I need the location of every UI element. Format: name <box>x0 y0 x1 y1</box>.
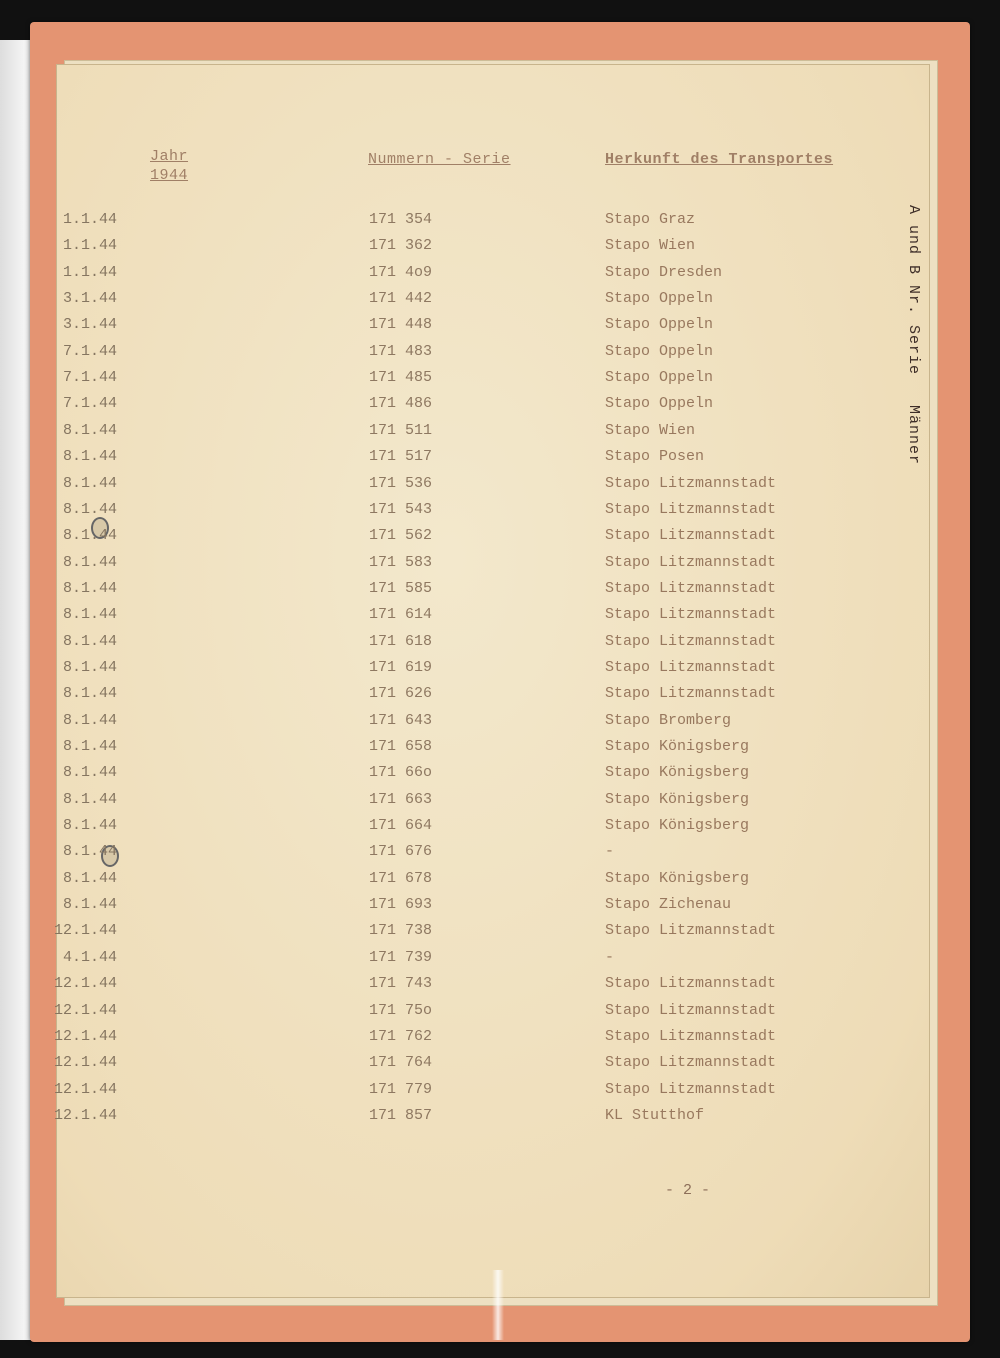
row-number: 171 743 <box>369 975 433 993</box>
table-row <box>0 369 900 395</box>
row-date: 12.1.44 <box>53 922 117 940</box>
row-origin: Stapo Zichenau <box>605 896 732 914</box>
row-origin: Stapo Graz <box>605 211 696 228</box>
row-origin: Stapo Bromberg <box>605 711 732 729</box>
row-date: 12.1.44 <box>53 1054 117 1072</box>
table-row <box>0 316 900 342</box>
table-row <box>0 264 900 290</box>
row-number: 171 678 <box>369 869 433 887</box>
row-date: 7.1.44 <box>62 395 117 413</box>
row-origin: Stapo Königsberg <box>605 790 750 808</box>
paper-crease <box>492 1270 504 1340</box>
row-date: 8.1.44 <box>62 843 117 861</box>
table-row <box>0 949 900 975</box>
table-row <box>0 1054 900 1080</box>
table-row <box>0 896 900 922</box>
table-row <box>0 685 900 711</box>
row-date: 8.1.44 <box>62 500 117 518</box>
row-origin: Stapo Litzmannstadt <box>605 1080 777 1098</box>
table-row <box>0 843 900 869</box>
table-row <box>0 870 900 896</box>
row-origin: Stapo Litzmannstadt <box>605 1027 777 1045</box>
row-origin: Stapo Litzmannstadt <box>605 1001 777 1019</box>
row-origin: Stapo Dresden <box>605 263 723 281</box>
row-origin: Stapo Litzmannstadt <box>605 527 777 545</box>
row-date: 12.1.44 <box>53 1106 117 1124</box>
row-date: 8.1.44 <box>62 738 117 755</box>
row-date: 8.1.44 <box>62 685 117 703</box>
row-number: 171 585 <box>369 579 433 597</box>
row-number: 171 663 <box>369 790 433 808</box>
row-number: 171 738 <box>369 922 433 940</box>
row-origin: Stapo Königsberg <box>605 869 750 887</box>
row-number: 171 442 <box>369 290 433 308</box>
row-number: 171 66o <box>369 764 433 782</box>
row-number: 171 448 <box>369 316 433 334</box>
row-origin: Stapo Litzmannstadt <box>605 632 777 650</box>
table-row <box>0 580 900 606</box>
table-row <box>0 975 900 1001</box>
row-date: 8.1.44 <box>62 421 117 439</box>
row-date: 12.1.44 <box>53 1080 117 1098</box>
row-number: 171 354 <box>369 211 433 228</box>
row-origin: Stapo Königsberg <box>605 738 750 755</box>
row-number: 171 664 <box>369 817 433 835</box>
row-date: 1.1.44 <box>62 263 117 281</box>
row-number: 171 483 <box>369 342 433 360</box>
row-origin: - <box>605 948 615 966</box>
row-origin: KL Stutthof <box>605 1106 705 1124</box>
row-date: 8.1.44 <box>62 632 117 650</box>
row-number: 171 693 <box>369 896 433 914</box>
row-origin: Stapo Litzmannstadt <box>605 606 777 624</box>
table-row <box>0 475 900 501</box>
row-date: 3.1.44 <box>62 290 117 308</box>
row-number: 171 543 <box>369 500 433 518</box>
row-number: 171 362 <box>369 237 433 255</box>
table-row <box>0 290 900 316</box>
row-number: 171 562 <box>369 527 433 545</box>
row-number: 171 619 <box>369 658 433 676</box>
row-date: 1.1.44 <box>62 237 117 255</box>
row-origin: Stapo Posen <box>605 448 705 466</box>
row-origin: Stapo Litzmannstadt <box>605 553 777 571</box>
table-row <box>0 606 900 632</box>
row-number: 171 764 <box>369 1054 433 1072</box>
row-number: 171 536 <box>369 474 433 492</box>
row-date: 8.1.44 <box>62 764 117 782</box>
row-origin: Stapo Oppeln <box>605 290 714 308</box>
row-date: 8.1.44 <box>62 606 117 624</box>
table-row <box>0 395 900 421</box>
table-row <box>0 817 900 843</box>
table-row <box>0 343 900 369</box>
row-number: 171 486 <box>369 395 433 413</box>
row-number: 171 583 <box>369 553 433 571</box>
row-date: 12.1.44 <box>53 975 117 993</box>
page-number: - 2 - <box>665 1182 711 1199</box>
row-origin: Stapo Litzmannstadt <box>605 500 777 518</box>
row-origin: Stapo Litzmannstadt <box>605 975 777 993</box>
row-origin: - <box>605 843 615 861</box>
row-number: 171 857 <box>369 1106 433 1124</box>
row-date: 8.1.44 <box>62 869 117 887</box>
row-number: 171 517 <box>369 448 433 466</box>
row-origin: Stapo Wien <box>605 421 696 439</box>
table-row <box>0 527 900 553</box>
side-annotation: A und B Nr. Serie Männer <box>905 205 922 466</box>
table-row <box>0 422 900 448</box>
row-number: 171 739 <box>369 948 433 966</box>
row-origin: Stapo Litzmannstadt <box>605 474 777 492</box>
row-number: 171 618 <box>369 632 433 650</box>
row-date: 8.1.44 <box>62 474 117 492</box>
row-origin: Stapo Königsberg <box>605 817 750 835</box>
row-date: 4.1.44 <box>62 948 117 966</box>
table-row <box>0 738 900 764</box>
row-date: 8.1.44 <box>62 711 117 729</box>
row-origin: Stapo Oppeln <box>605 342 714 360</box>
row-number: 171 762 <box>369 1027 433 1045</box>
table-row <box>0 554 900 580</box>
row-date: 12.1.44 <box>53 1001 117 1019</box>
row-origin: Stapo Litzmannstadt <box>605 1054 777 1072</box>
table-row <box>0 448 900 474</box>
table-row <box>0 764 900 790</box>
table-row <box>0 1081 900 1107</box>
header-number-series: Nummern - Serie <box>368 151 511 168</box>
row-number: 171 676 <box>369 843 433 861</box>
row-number: 171 4o9 <box>369 263 433 281</box>
row-number: 171 614 <box>369 606 433 624</box>
table-row <box>0 1028 900 1054</box>
table-row <box>0 501 900 527</box>
header-transport-origin: Herkunft des Transportes <box>605 151 834 168</box>
row-origin: Stapo Oppeln <box>605 395 714 413</box>
table-row <box>0 633 900 659</box>
row-origin: Stapo Litzmannstadt <box>605 685 777 703</box>
table-row <box>0 1107 900 1133</box>
row-date: 3.1.44 <box>62 316 117 334</box>
row-date: 8.1.44 <box>62 790 117 808</box>
row-date: 8.1.44 <box>62 658 117 676</box>
row-origin: Stapo Litzmannstadt <box>605 922 777 940</box>
table-row <box>0 922 900 948</box>
header-year-label: Jahr <box>150 148 189 165</box>
row-origin: Stapo Litzmannstadt <box>605 658 777 676</box>
row-number: 171 643 <box>369 711 433 729</box>
row-date: 8.1.44 <box>62 553 117 571</box>
row-date: 7.1.44 <box>62 342 117 360</box>
row-date: 12.1.44 <box>53 1027 117 1045</box>
row-number: 171 511 <box>369 421 433 439</box>
row-origin: Stapo Oppeln <box>605 316 714 334</box>
row-number: 171 779 <box>369 1080 433 1098</box>
row-date: 8.1.44 <box>62 579 117 597</box>
row-origin: Stapo Königsberg <box>605 764 750 782</box>
row-date: 8.1.44 <box>62 896 117 914</box>
table-row <box>0 1002 900 1028</box>
row-number: 171 485 <box>369 369 433 387</box>
row-date: 1.1.44 <box>62 211 117 228</box>
row-date: 7.1.44 <box>62 369 117 387</box>
table-row <box>0 712 900 738</box>
row-number: 171 626 <box>369 685 433 703</box>
table-row <box>0 791 900 817</box>
table-row <box>0 237 900 263</box>
row-origin: Stapo Oppeln <box>605 369 714 387</box>
table-row <box>0 659 900 685</box>
row-date: 8.1.44 <box>62 527 117 545</box>
row-date: 8.1.44 <box>62 448 117 466</box>
row-date: 8.1.44 <box>62 817 117 835</box>
header-year-value: 1944 <box>150 167 189 184</box>
table-row <box>0 211 900 237</box>
row-number: 171 75o <box>369 1001 433 1019</box>
row-number: 171 658 <box>369 738 433 755</box>
row-origin: Stapo Wien <box>605 237 696 255</box>
row-origin: Stapo Litzmannstadt <box>605 579 777 597</box>
